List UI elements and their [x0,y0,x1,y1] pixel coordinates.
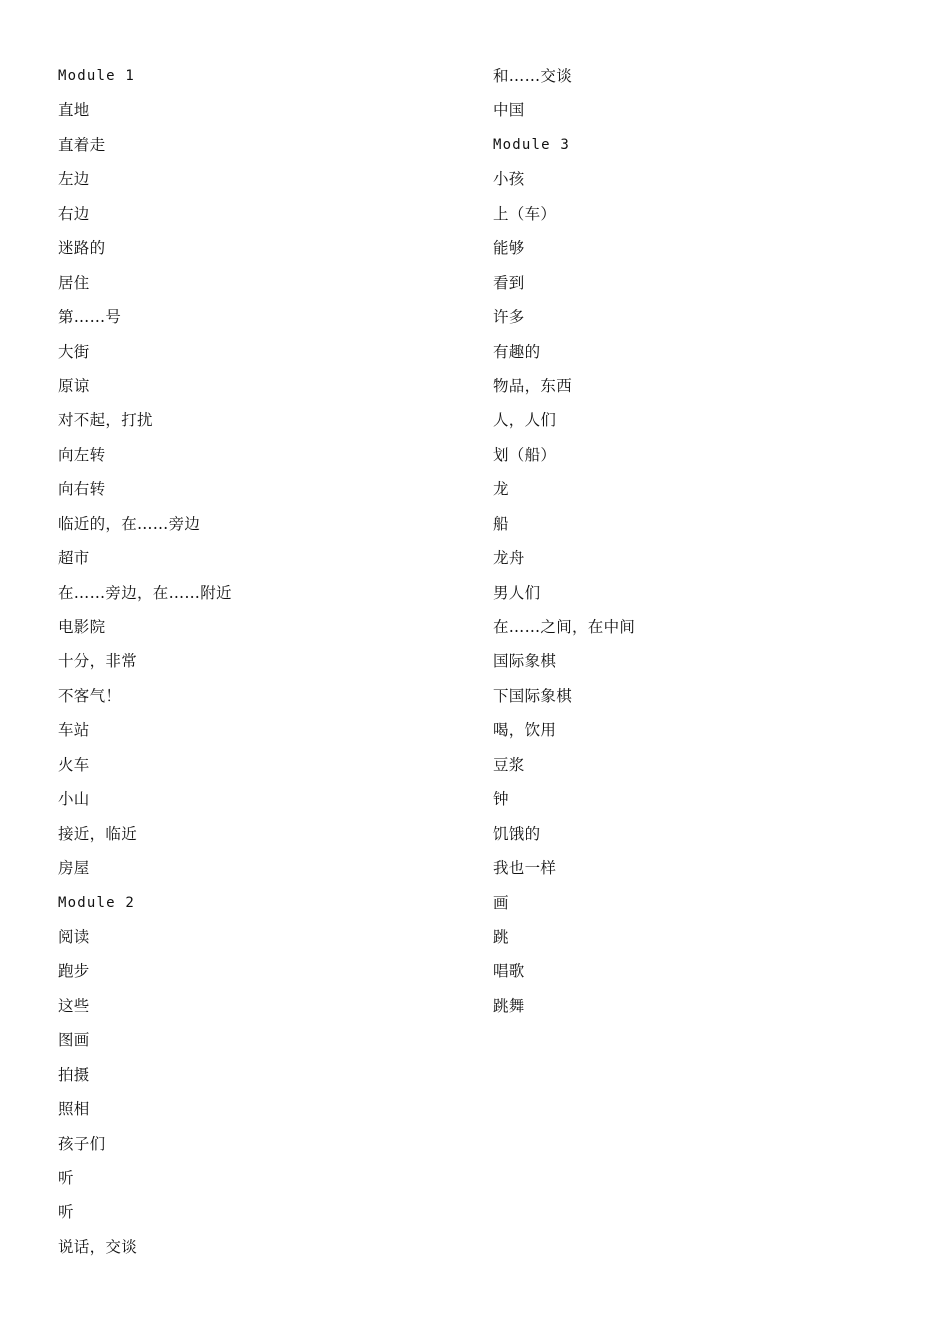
vocab-item: 车站 [58,721,90,740]
vocab-item: 龙舟 [493,549,525,568]
vocab-item: 电影院 [58,618,106,636]
vocab-item: 十分，非常 [58,652,138,671]
right-column [493,59,893,1023]
vocab-item: 孩子们 [58,1134,106,1153]
vocab-item: 阅读 [58,927,90,946]
vocab-item: 画 [493,893,509,912]
vocab-item: 向右转 [58,480,106,499]
vocab-item: 临近的，在……旁边 [58,514,201,533]
vocab-item: 图画 [58,1031,90,1050]
vocab-item: 船 [493,514,509,533]
vocab-item: 跑步 [58,962,90,981]
vocab-item: 划（船） [493,445,557,464]
vocab-item: 看到 [493,273,525,292]
vocab-item: 超市 [58,549,90,568]
vocab-item: 说话，交谈 [58,1237,138,1256]
vocab-item: 和……交谈 [493,67,573,85]
vocab-item: 下国际象棋 [493,686,573,705]
vocab-item: 中国 [493,101,525,120]
vocab-item: 接近，临近 [58,824,138,843]
vocab-item: 这些 [58,996,90,1015]
vocab-item: 跳 [493,927,509,946]
vocab-item: 迷路的 [58,239,106,258]
vocab-item: 许多 [493,308,525,327]
vocab-item: 跳舞 [493,996,525,1015]
vocab-item: 不客气！ [58,686,122,705]
vocab-item: 房屋 [58,859,90,878]
vocab-item: 国际象棋 [493,652,557,671]
vocab-item: 对不起，打扰 [58,411,153,430]
vocab-item: 拍摄 [58,1065,90,1084]
vocab-item: 人，人们 [493,411,557,430]
vocab-item: 直地 [58,101,90,120]
vocab-item: 原谅 [58,376,90,395]
vocab-item: 能够 [493,239,525,258]
vocab-item: 豆浆 [493,755,525,774]
vocab-item: 在……之间，在中间 [493,618,636,636]
vocab-item: 火车 [58,755,90,774]
vocab-item: 我也一样 [493,859,557,878]
vocab-item: 右边 [58,204,90,223]
module-heading: Module 3 [493,136,571,153]
module-heading: Module 2 [58,894,136,911]
vocab-item: 大街 [58,342,90,361]
vocab-item: 喝，饮用 [493,721,557,740]
vocab-item: 小山 [58,790,90,809]
vocab-item: 左边 [58,170,90,189]
vocab-item: 第……号 [58,308,122,327]
vocab-item: 有趣的 [493,342,541,361]
vocab-item: 物品，东西 [493,376,573,395]
vocab-item: 钟 [493,790,509,809]
vocab-item: 在……旁边，在……附近 [58,583,232,602]
vocab-item: 听 [58,1203,74,1222]
vocab-item: 直着走 [58,135,106,154]
vocab-item: 上（车） [493,204,557,223]
vocab-item: 男人们 [493,583,541,602]
vocab-item: 听 [58,1169,74,1187]
left-column [58,59,458,1264]
module-heading: Module 1 [58,68,136,84]
vocab-item: 向左转 [58,445,106,464]
vocab-item: 小孩 [493,170,525,189]
vocab-item: 唱歌 [493,962,525,981]
vocab-item: 龙 [493,480,509,499]
vocab-item: 饥饿的 [493,824,541,843]
vocab-item: 居住 [58,273,90,292]
vocab-item: 照相 [58,1100,90,1119]
